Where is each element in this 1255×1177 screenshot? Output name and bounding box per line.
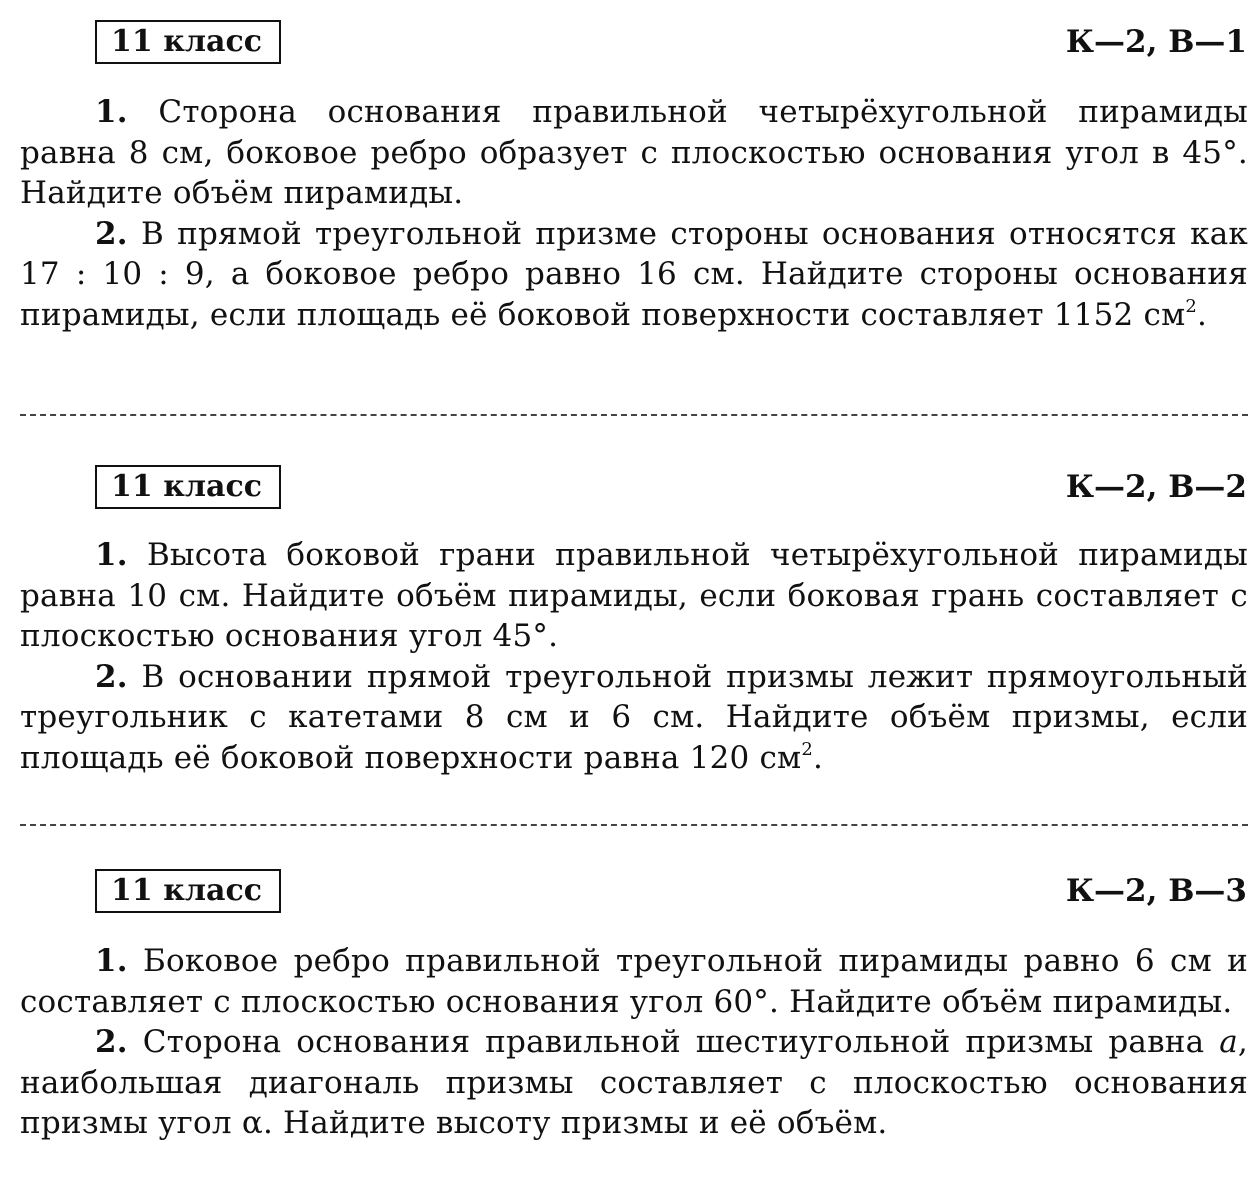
problem-number: 2. <box>95 215 128 252</box>
variant-code: К—2, В—3 <box>1065 873 1247 909</box>
problem-text: . Найдите высоту призмы и её объём. <box>262 1105 888 1141</box>
problem-text: Боковое ребро правильной треугольной пирамиды равно 6 см и составляет с плоскостью основания угол 60°. Найдите объём пирамиды. <box>20 943 1248 1020</box>
variable-a: a <box>1219 1024 1238 1060</box>
dashed-divider <box>20 824 1248 826</box>
problem-text: , наибольшая диагональ призмы составляет с плоскостью основания призмы угол <box>20 1024 1248 1141</box>
grade-badge: 11 класс <box>95 465 281 509</box>
problem-list <box>20 535 1248 778</box>
problem-1 <box>20 92 1248 214</box>
problem-number: 2. <box>95 1024 128 1060</box>
problem-1 <box>20 941 1248 1022</box>
problem-tail: . <box>813 739 824 776</box>
problem-2 <box>20 214 1248 336</box>
problem-2 <box>20 1022 1248 1144</box>
variant-code: К—2, В—1 <box>1065 24 1247 60</box>
problem-list <box>20 941 1248 1144</box>
variant-code: К—2, В—2 <box>1065 469 1247 505</box>
problem-1 <box>20 535 1248 657</box>
problem-text: В основании прямой треугольной призмы лежит прямоугольный треугольник с катетами 8 см и 6 см. Найдите объём призмы, если площадь её боковой поверхности равна 120 см <box>20 658 1248 776</box>
problem-number: 1. <box>95 943 128 979</box>
problem-number: 1. <box>95 537 128 573</box>
problem-text: Сторона основания правильной шестиугольной призмы равна <box>142 1024 1220 1060</box>
superscript: 2 <box>801 738 814 760</box>
superscript: 2 <box>1185 295 1198 317</box>
grade-badge: 11 класс <box>95 869 281 913</box>
problem-list <box>20 92 1248 335</box>
grade-badge: 11 класс <box>95 20 281 64</box>
dashed-divider <box>20 414 1248 416</box>
problem-tail: . <box>1197 296 1208 333</box>
problem-number: 2. <box>95 658 128 695</box>
problem-text: Сторона основания правильной четырёхугольной пирамиды равна 8 см, боковое ребро образует с плоскостью основания угол в 45°. Найдите объём пирамиды. <box>20 94 1248 211</box>
problem-text: В прямой треугольной призме стороны основания относятся как 17 : 10 : 9, а боковое ребро равно 16 см. Найдите стороны основания пирамиды, если площадь её боковой поверхности составляет 1152 см <box>20 215 1248 333</box>
problem-text: Высота боковой грани правильной четырёхугольной пирамиды равна 10 см. Найдите объём пирамиды, если боковая грань составляет с плоскостью основания угол 45°. <box>20 537 1248 654</box>
problem-number: 1. <box>95 94 128 130</box>
problem-2 <box>20 657 1248 779</box>
variable-alpha: α <box>241 1105 263 1141</box>
